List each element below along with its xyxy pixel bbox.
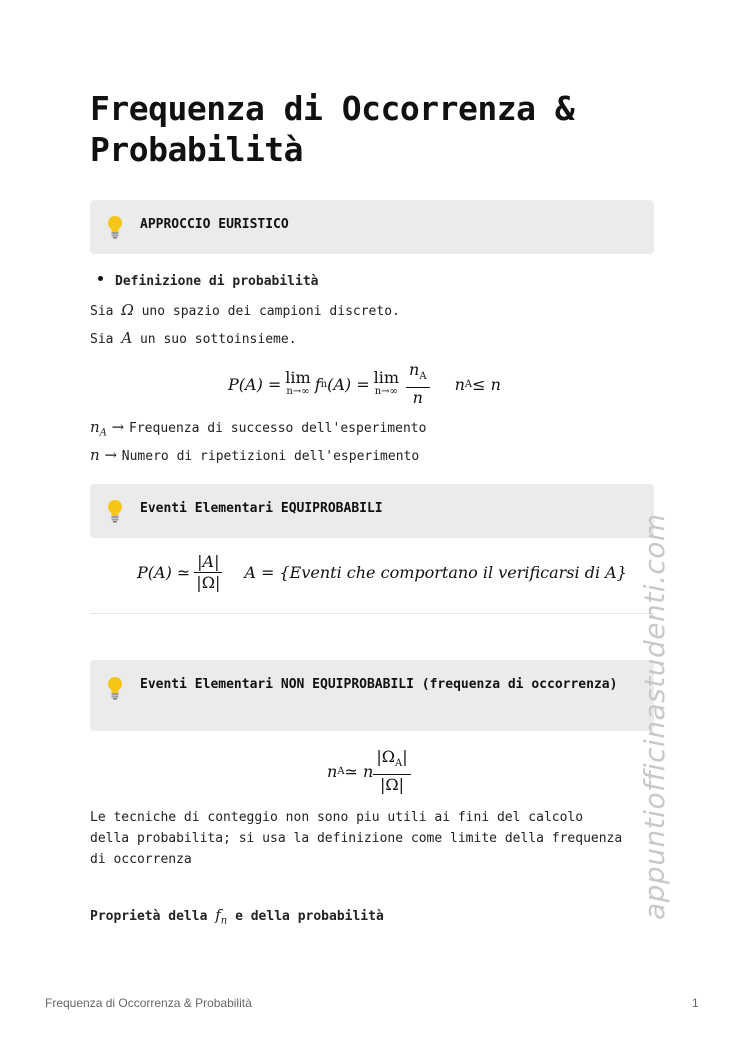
bullet-dot bbox=[98, 276, 103, 281]
lightbulb-icon bbox=[106, 676, 124, 700]
math-symbol: Ω bbox=[121, 301, 134, 319]
footer-page-number: 1 bbox=[692, 996, 699, 1010]
cond-rest: ≤ n bbox=[472, 374, 501, 394]
math-symbol: n bbox=[90, 446, 100, 464]
formula-equiprobable bbox=[137, 552, 627, 593]
cond-symbol: n bbox=[454, 374, 465, 394]
lhs-subscript: A bbox=[337, 765, 345, 777]
num-text: |Ω bbox=[376, 747, 395, 766]
formula-relation: ≃ n bbox=[344, 761, 374, 781]
lightbulb-icon bbox=[106, 499, 124, 523]
page-title: Frequenza di Occorrenza & Probabilità bbox=[90, 89, 575, 169]
formula-lhs: n bbox=[327, 761, 338, 781]
lim-subscript: n→∞ bbox=[286, 386, 310, 398]
arrow-symbol: → bbox=[106, 418, 130, 436]
fraction bbox=[373, 747, 410, 795]
math-subscript: n bbox=[220, 915, 228, 927]
footer-title: Frequenza di Occorrenza & Probabilità bbox=[45, 996, 252, 1010]
num-end: | bbox=[402, 747, 408, 766]
divider bbox=[90, 613, 654, 614]
text-fragment: uno spazio dei campioni discreto. bbox=[133, 304, 400, 319]
formula-probability-limit bbox=[228, 360, 501, 408]
f-argument: (A) = bbox=[327, 374, 370, 394]
fraction-denominator: |Ω| bbox=[379, 775, 404, 795]
formula-set: A = {Eventi che comportano il verificarsi di A} bbox=[244, 563, 627, 582]
fraction bbox=[193, 552, 223, 593]
fraction-numerator bbox=[373, 747, 410, 775]
formula-non-equiprobable bbox=[327, 747, 414, 795]
fraction-numerator bbox=[406, 360, 430, 388]
formula-lhs: P(A) ≃ bbox=[137, 563, 191, 582]
fraction-denominator: |Ω| bbox=[196, 573, 221, 592]
text-fragment: Sia bbox=[90, 332, 122, 347]
bullet-definizione: Definizione di probabilità bbox=[115, 274, 319, 289]
formula-lhs: P(A) = bbox=[228, 374, 282, 394]
callout-label: APPROCCIO EURISTICO bbox=[140, 217, 289, 232]
limit-operator bbox=[285, 370, 310, 398]
num-subscript: A bbox=[419, 371, 427, 383]
f-subscript: n bbox=[320, 378, 328, 390]
fraction-denominator: n bbox=[412, 388, 423, 408]
callout-label: Eventi Elementari EQUIPROBABILI bbox=[140, 501, 383, 516]
arrow-symbol: → bbox=[99, 446, 122, 464]
f-symbol: f bbox=[314, 374, 321, 394]
definition-text: Frequenza di successo dell'esperimento bbox=[129, 421, 427, 436]
lim-subscript: n→∞ bbox=[374, 386, 398, 398]
watermark: appuntiofficinastudenti.com bbox=[638, 513, 671, 920]
fraction-numerator: |A| bbox=[194, 552, 222, 573]
fraction bbox=[406, 360, 430, 408]
lim-text: lim bbox=[373, 368, 400, 388]
definition-na bbox=[90, 417, 426, 444]
limit-operator-2 bbox=[374, 370, 399, 398]
text-fragment: un suo sottoinsieme. bbox=[132, 332, 297, 347]
heading-text: e della probabilità bbox=[227, 909, 384, 924]
lim-text: lim bbox=[285, 368, 311, 388]
callout-approccio-euristico bbox=[90, 200, 654, 254]
text-line-subset bbox=[90, 328, 297, 350]
heading-proprieta bbox=[90, 905, 384, 932]
definition-n bbox=[90, 445, 419, 467]
text-line-omega bbox=[90, 300, 400, 322]
math-symbol: n bbox=[90, 418, 100, 436]
num-symbol: n bbox=[409, 360, 420, 379]
cond-subscript: A bbox=[464, 378, 473, 390]
math-symbol: A bbox=[121, 329, 133, 347]
definition-text: Numero di ripetizioni dell'esperimento bbox=[121, 449, 420, 464]
math-subscript: A bbox=[99, 427, 107, 439]
heading-text: Proprietà della bbox=[90, 909, 216, 924]
text-fragment: Sia bbox=[90, 304, 122, 319]
callout-equiprobabili bbox=[90, 484, 654, 538]
paragraph-tecniche: Le tecniche di conteggio non sono piu utili ai fini del calcolo della probabilita; si usa la definizione come limite della frequenza di occorrenza bbox=[90, 810, 623, 867]
lightbulb-icon bbox=[106, 215, 124, 239]
callout-label: Eventi Elementari NON EQUIPROBABILI (frequenza di occorrenza) bbox=[140, 677, 618, 692]
math-symbol: f bbox=[215, 906, 221, 924]
num-subscript: A bbox=[395, 758, 403, 770]
callout-non-equiprobabili bbox=[90, 660, 654, 731]
